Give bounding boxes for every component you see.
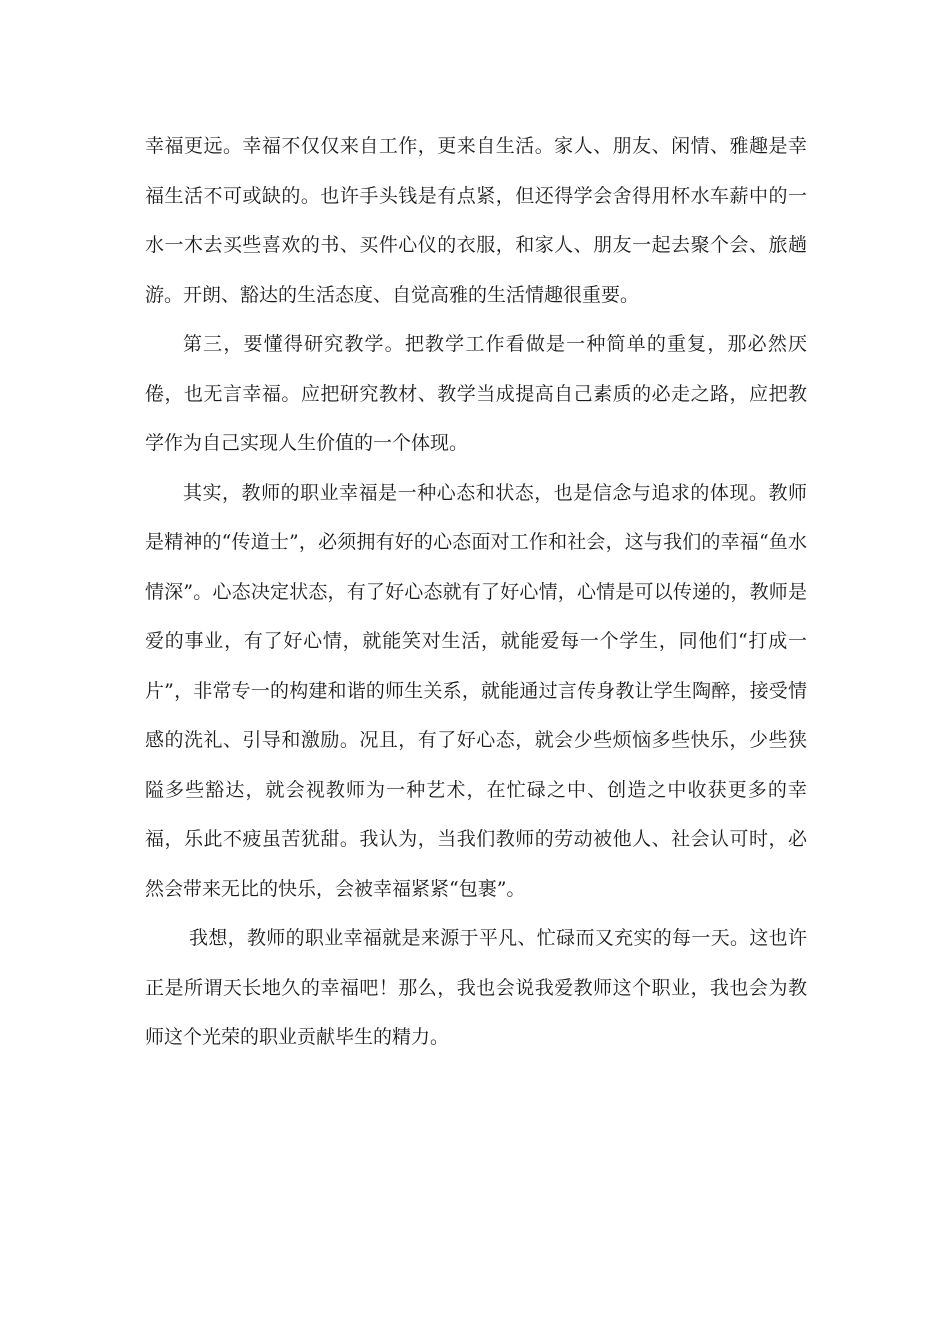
paragraph-mindset-and-state: 其实，教师的职业幸福是一种心态和状态，也是信念与追求的体现。教师是精神的“传道士”，必须拥有好的心态面对工作和社会，这与我们的幸福“鱼水情深”。心态决定状态，有了好心态就有了好心情，心情是可以传递的，教师是爱的事业，有了好心情，就能笑对生活，就能爱每一个学生，同他们“打成一片”，非常专一的构建和谐的师生关系，就能通过言传身教让学生陶醉，接受情感的洗礼、引导和激励。况且，有了好心态，就会少些烦恼多些快乐，少些狭隘多些豁达，就会视教师为一种艺术，在忙碌之中、创造之中收获更多的幸福，乐此不疲虽苦犹甜。我认为，当我们教师的劳动被他人、社会认可时，必然会带来无比的快乐，会被幸福紧紧“包裹”。 xyxy=(145,481,807,900)
paragraph-research-teaching: 第三，要懂得研究教学。把教学工作看做是一种简单的重复，那必然厌倦，也无言幸福。应把研究教材、教学当成提高自己素质的必走之路，应把教学作为自己实现人生价值的一个体现。 xyxy=(145,333,807,454)
paragraph-conclusion: 我想，教师的职业幸福就是来源于平凡、忙碌而又充实的每一天。这也许正是所谓天长地久的幸福吧！那么，我也会说我爱教师这个职业，我也会为教师这个光荣的职业贡献毕生的精力。 xyxy=(145,927,807,1048)
paragraph-life-happiness: 幸福更远。幸福不仅仅来自工作，更来自生活。家人、朋友、闲情、雅趣是幸福生活不可或缺的。也许手头钱是有点紧，但还得学会舍得用杯水车薪中的一水一木去买些喜欢的书、买件心仪的衣服，和家人、朋友一起去聚个会、旅趟游。开朗、豁达的生活态度、自觉高雅的生活情趣很重要。 xyxy=(145,135,807,306)
document-body xyxy=(145,122,807,1063)
